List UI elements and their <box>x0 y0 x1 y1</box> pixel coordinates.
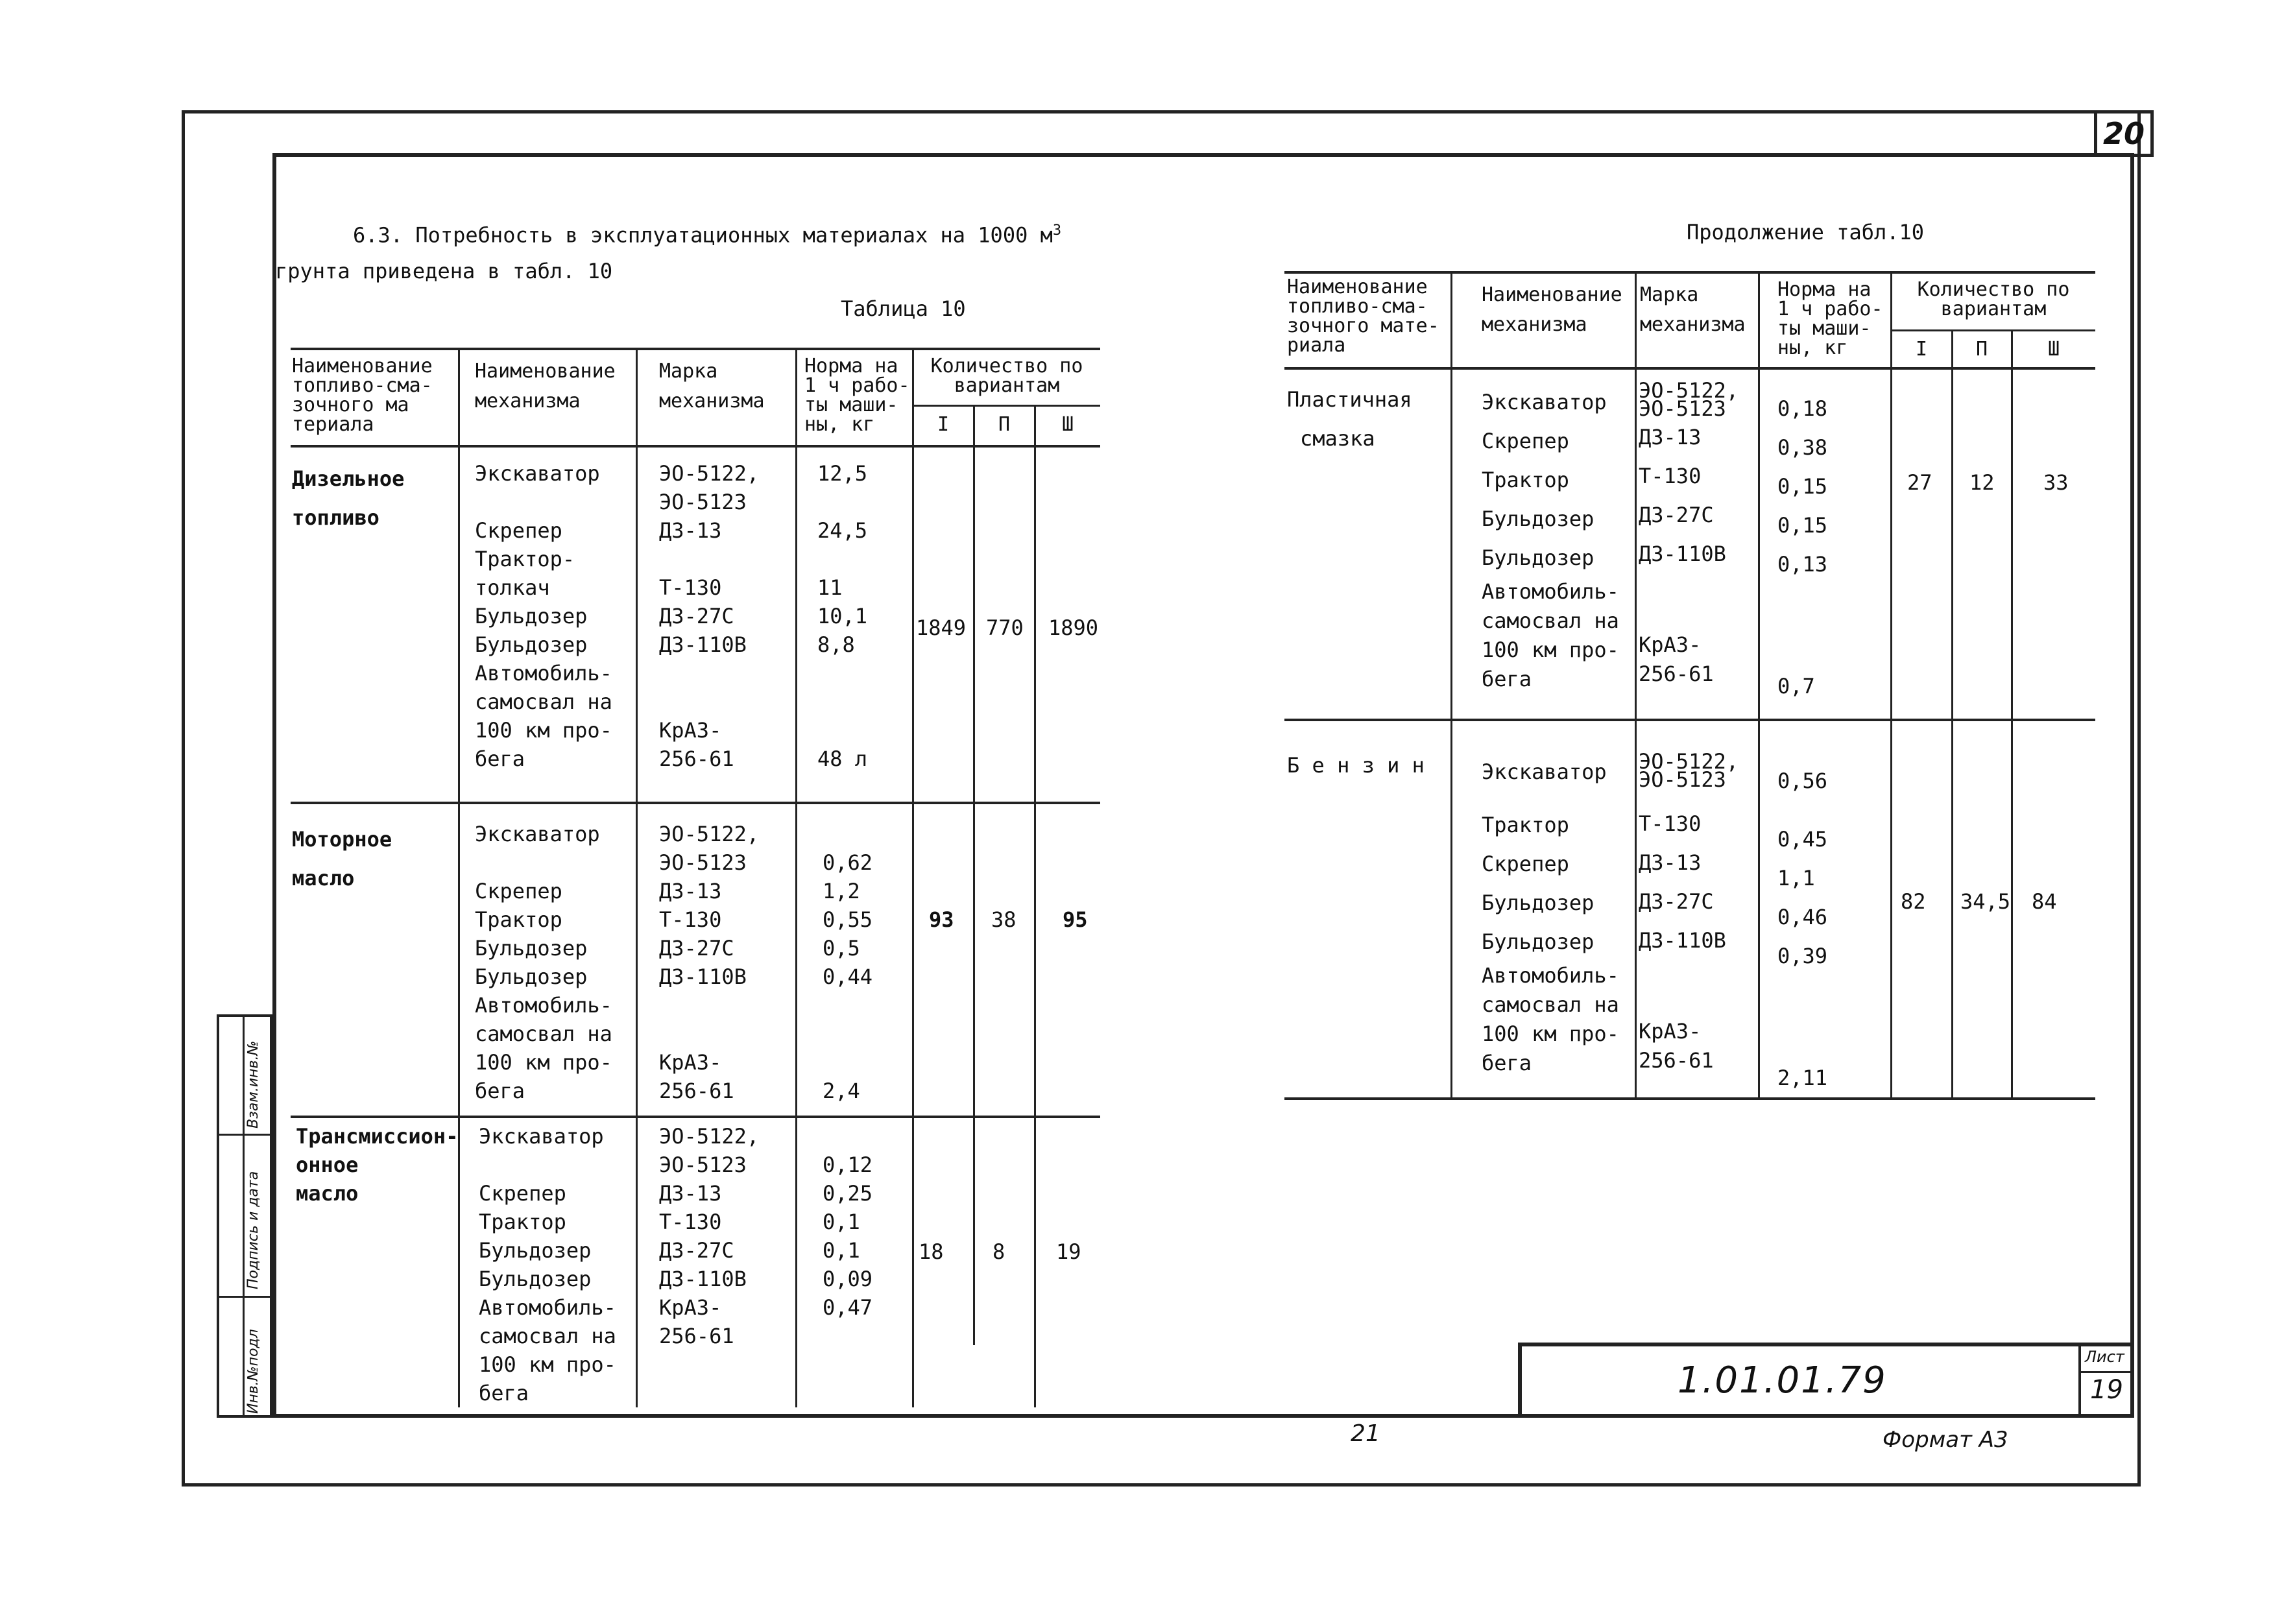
table-cell-text: ДЗ-13 <box>659 1181 722 1206</box>
table-rule <box>291 802 1100 804</box>
table-cell-text: 2,4 <box>823 1079 860 1103</box>
table-cell-text <box>817 545 867 573</box>
norms-motor-oil <box>823 820 872 1105</box>
table-cell-text <box>475 848 612 877</box>
norms-transmission-oil <box>823 1122 872 1322</box>
table-cell-text <box>659 687 759 716</box>
table-rule <box>1284 367 2095 370</box>
bottom-page-number: 21 <box>1351 1420 1380 1447</box>
table-cell-text <box>823 1048 872 1077</box>
table-rule <box>912 348 914 1407</box>
table-cell-text: 1 ч рабо- <box>1777 298 1883 320</box>
table-cell-text: Бульдозер <box>479 1238 592 1263</box>
q3-transmission-oil: 19 <box>1056 1239 1081 1264</box>
table-cell-text: 100 км про- <box>1482 1021 1619 1046</box>
table-cell-text: ЭО-5122, <box>1639 749 1739 774</box>
table-rule <box>1284 1097 2095 1100</box>
table-cell-text: ЭО-5123 <box>1639 767 1726 792</box>
table-cell-text: топливо-сма- <box>292 374 433 397</box>
table-cell-text <box>475 488 612 516</box>
table-cell-text <box>817 488 867 516</box>
header-material-right <box>1287 278 1439 355</box>
table-cell-text <box>823 820 872 848</box>
table-cell-text: риала <box>1287 334 1346 357</box>
table-cell-text: 0,13 <box>1777 552 1828 577</box>
header-brand-right <box>1640 280 1746 340</box>
table-cell-text: Трактор <box>475 907 562 932</box>
table-cell-text: ДЗ-27С <box>659 1238 734 1263</box>
header-mechanism <box>475 357 616 416</box>
material-gasoline: Б е н з и н <box>1287 753 1425 778</box>
table-cell-text: 0,47 <box>823 1295 873 1320</box>
table-cell-text: 0,15 <box>1777 474 1828 499</box>
brands-gasoline <box>1639 749 1739 1075</box>
table-cell-text <box>659 659 759 687</box>
table-cell-text: ты маши- <box>1777 317 1871 340</box>
table-cell-text: Бульдозер <box>1482 929 1594 954</box>
header-variant-2: П <box>998 413 1011 436</box>
table-cell-text: Автомобиль- <box>1482 579 1619 604</box>
header-material <box>292 357 433 435</box>
table-cell-text: ДЗ-13 <box>659 879 722 903</box>
table-cell-text: механизма <box>475 390 581 412</box>
table-cell-text: 2,11 <box>1777 1066 1828 1090</box>
header-variant-2-right: П <box>1975 338 1988 361</box>
table-cell-text: вариантам <box>1940 298 2047 320</box>
table-cell-text <box>659 991 759 1020</box>
table-cell-text: ЭО-5122, <box>659 822 760 846</box>
table-rule <box>2011 329 2013 1097</box>
table-cell-text: 0,44 <box>823 964 873 989</box>
q3-motor-oil: 95 <box>1063 907 1088 932</box>
table-rule <box>1890 329 2095 331</box>
header-variant-1-right: I <box>1915 338 1928 361</box>
material-motor-oil <box>292 820 392 898</box>
table-cell-text: ДЗ-27С <box>1639 503 1714 527</box>
table-cell-text: 0,09 <box>823 1267 873 1291</box>
norms-diesel <box>817 459 867 773</box>
table-cell-text: ДЗ-110В <box>1639 928 1726 953</box>
table-cell-text: КрАЗ- <box>1639 632 1702 657</box>
table-cell-text: Экскаватор <box>479 1124 604 1149</box>
table-cell-text: 256-61 <box>659 1324 734 1348</box>
header-norm <box>804 357 910 435</box>
table-cell-text: бега <box>475 1079 525 1103</box>
table-cell-text: Количество по <box>1917 278 2070 301</box>
document-code: 1.01.01.79 <box>1678 1359 1887 1402</box>
sidebar-label-signature-date: Подпись и дата <box>245 1171 261 1289</box>
table-cell-text: самосвал на <box>1482 608 1619 633</box>
header-mechanism-right <box>1482 280 1622 340</box>
q2-gasoline: 34,5 <box>1960 889 2011 914</box>
table-cell-text: 0,46 <box>1777 905 1828 929</box>
norms-grease <box>1777 389 1827 706</box>
sidebar-label-inv-original: Инв.№подл <box>245 1329 261 1414</box>
table-cell-text: 0,62 <box>823 850 873 875</box>
table-cell-text: ДЗ-110В <box>659 964 747 989</box>
table-cell-text: Экскаватор <box>475 461 600 486</box>
table-cell-text: 0,45 <box>1777 827 1828 852</box>
table-rule <box>636 348 638 1407</box>
table-cell-text: масло <box>292 866 355 890</box>
table-cell-text: 0,7 <box>1777 674 1815 699</box>
table-cell-text: Марка <box>659 360 718 383</box>
table-cell-text: 48 л <box>817 746 868 771</box>
q2-motor-oil: 38 <box>991 907 1017 932</box>
table-cell-text: 8,8 <box>817 632 855 657</box>
title-block <box>1518 1343 2134 1418</box>
table-cell-text: ДЗ-13 <box>1639 425 1702 449</box>
sheet-number: 19 <box>2090 1375 2123 1405</box>
table-cell-text <box>823 991 872 1020</box>
table-cell-text: Автомобиль- <box>475 661 612 686</box>
table-cell-text: 0,12 <box>823 1152 873 1177</box>
table-cell-text: Марка <box>1640 283 1699 306</box>
material-diesel <box>292 459 404 537</box>
table-cell-text: ДЗ-110В <box>659 1267 747 1291</box>
table-cell-text: КрАЗ- <box>1639 1019 1702 1044</box>
table-cell-text <box>659 1020 759 1048</box>
table-cell-text: Количество по <box>930 355 1083 377</box>
table-cell-text: ЭО-5123 <box>659 1152 747 1177</box>
norms-gasoline <box>1777 761 1827 1097</box>
table-cell-text: 0,39 <box>1777 944 1828 968</box>
table-cell-text: ДЗ-13 <box>659 518 722 543</box>
table-cell-text: 0,1 <box>823 1238 860 1263</box>
table-caption: Таблица 10 <box>841 296 966 321</box>
table-cell-text: Бульдозер <box>1482 545 1594 570</box>
table-cell-text: Скрепер <box>475 879 562 903</box>
sidebar-label-replaced-inv: Взам.инв.№ <box>245 1040 261 1128</box>
table-cell-text: Скрепер <box>1482 852 1569 876</box>
table-rule <box>912 405 1100 407</box>
table-cell-text: топливо <box>292 505 379 530</box>
table-cell-text: ДЗ-27С <box>659 604 734 628</box>
table-cell-text: 0,56 <box>1777 769 1828 793</box>
table-cell-text: 1,2 <box>823 879 860 903</box>
table-cell-text: 0,38 <box>1777 435 1828 460</box>
table-rule <box>795 348 797 1407</box>
table-cell-text: КрАЗ- <box>659 1050 722 1075</box>
table-cell-text: Экскаватор <box>475 822 600 846</box>
header-norm-right <box>1777 280 1883 358</box>
table-cell-text: 256-61 <box>1639 662 1714 686</box>
table-rule <box>1890 271 1892 1097</box>
header-variant-1: I <box>937 413 950 436</box>
table-cell-text <box>817 659 867 687</box>
table-cell-text: Трактор <box>1482 468 1569 492</box>
header-quantity-right <box>1892 280 2095 319</box>
table-cell-text: 0,15 <box>1777 513 1828 538</box>
table-cell-text: 12,5 <box>817 461 868 486</box>
table-cell-text: зочного мате- <box>1287 315 1439 337</box>
table-cell-text: самосвал на <box>1482 992 1619 1017</box>
table-cell-text: механизма <box>1640 313 1746 336</box>
table-cell-text: Наименование <box>292 355 433 377</box>
table-cell-text: Скрепер <box>475 518 562 543</box>
table-rule <box>1758 271 1760 1097</box>
header-brand <box>659 357 765 416</box>
table-cell-text: ДЗ-13 <box>1639 850 1702 875</box>
table-cell-text: ны, кг <box>1777 337 1848 359</box>
table-rule <box>291 1116 1100 1118</box>
table-cell-text: бега <box>479 1381 529 1405</box>
header-quantity <box>913 357 1100 396</box>
table-rule <box>1284 271 2095 274</box>
table-cell-text: бега <box>475 746 525 771</box>
table-cell-text: 0,55 <box>823 907 873 932</box>
mechanisms-transmission-oil <box>479 1122 616 1407</box>
format-label: Формат А3 <box>1883 1427 2008 1453</box>
table-cell-text: Бульдозер <box>1482 890 1594 915</box>
material-transmission-oil <box>296 1122 458 1208</box>
table-cell-text: Бульдозер <box>475 632 588 657</box>
table-cell-text: Бульдозер <box>475 936 588 961</box>
table-cell-text: Дизельное <box>292 466 405 491</box>
sheet-top-number: 20 <box>2094 110 2154 157</box>
table-cell-text <box>659 545 759 573</box>
table-cell-text: Норма на <box>1777 278 1871 301</box>
table-cell-text: ДЗ-27С <box>659 936 734 961</box>
continuation-caption: Продолжение табл.10 <box>1687 220 1925 245</box>
table-cell-text: Трактор <box>1482 813 1569 837</box>
mechanisms-diesel <box>475 459 612 773</box>
q3-diesel: 1890 <box>1048 615 1099 640</box>
table-cell-text: 256-61 <box>659 1079 734 1103</box>
q2-transmission-oil: 8 <box>993 1239 1005 1264</box>
table-cell-text: Наименование <box>475 360 616 383</box>
brands-motor-oil <box>659 820 759 1105</box>
table-cell-text: Бульдозер <box>479 1267 592 1291</box>
table-cell-text: 10,1 <box>817 604 868 628</box>
table-cell-text: бега <box>1482 1051 1532 1075</box>
table-cell-text: Наименование <box>1482 283 1622 306</box>
table-cell-text: 256-61 <box>1639 1048 1714 1073</box>
table-cell-text: ЭО-5123 <box>659 850 747 875</box>
mechanisms-motor-oil <box>475 820 612 1105</box>
table-cell-text: топливо-сма- <box>1287 295 1428 318</box>
table-cell-text: 100 км про- <box>475 718 612 743</box>
table-cell-text: 1 ч рабо- <box>804 374 910 397</box>
table-rule <box>291 445 1100 448</box>
table-cell-text: Пластичная <box>1287 387 1412 412</box>
q1-transmission-oil: 18 <box>919 1239 944 1264</box>
table-cell-text: Экскаватор <box>1482 759 1607 784</box>
table-cell-text: Наименование <box>1287 276 1428 298</box>
q3-gasoline: 84 <box>2032 889 2057 914</box>
table-cell-text: КрАЗ- <box>659 718 722 743</box>
sheet-label: Лист <box>2085 1348 2124 1366</box>
table-cell-text: 11 <box>817 575 843 600</box>
intro-line-2: грунта приведена в табл. 10 <box>275 259 613 283</box>
table-cell-text: онное <box>296 1152 359 1177</box>
table-cell-text: бега <box>1482 667 1532 691</box>
table-cell-text: Автомобиль- <box>1482 963 1619 988</box>
header-variant-3: Ш <box>1061 413 1074 436</box>
material-grease <box>1287 380 1412 458</box>
table-rule <box>1034 405 1036 1407</box>
table-cell-text: ДЗ-110В <box>1639 542 1726 566</box>
table-cell-text: Скрепер <box>479 1181 566 1206</box>
table-cell-text: 0,5 <box>823 936 860 961</box>
table-cell-text: 256-61 <box>659 746 734 771</box>
table-cell-text: ЭО-5123 <box>659 490 747 514</box>
table-cell-text: Автомобиль- <box>479 1295 616 1320</box>
table-cell-text: ДЗ-110В <box>659 632 747 657</box>
table-cell-text: смазка <box>1300 426 1375 451</box>
table-cell-text: Автомобиль- <box>475 993 612 1018</box>
table-cell-text: зочного ма <box>292 394 409 416</box>
brands-transmission-oil <box>659 1122 759 1350</box>
table-cell-text: ЭО-5122, <box>659 461 760 486</box>
table-cell-text: 0,25 <box>823 1181 873 1206</box>
table-rule <box>291 348 1100 350</box>
table-cell-text: Экскаватор <box>1482 390 1607 414</box>
table-cell-text: толкач <box>475 575 550 600</box>
table-cell-text: механизма <box>1482 313 1587 336</box>
table-cell-text <box>823 1020 872 1048</box>
table-cell-text: Т-130 <box>1639 811 1702 836</box>
table-cell-text: масло <box>296 1181 359 1206</box>
table-cell-text <box>817 716 867 745</box>
q1-gasoline: 82 <box>1901 889 1926 914</box>
table-cell-text: 100 км про- <box>479 1352 616 1377</box>
table-rule <box>1450 271 1452 1097</box>
table-cell-text: Т-130 <box>659 1210 722 1234</box>
table-cell-text: Моторное <box>292 827 392 852</box>
table-cell-text: Бульдозер <box>475 964 588 989</box>
table-cell-text: Норма на <box>804 355 898 377</box>
table-cell-text <box>823 1122 872 1151</box>
table-cell-text: Т-130 <box>659 907 722 932</box>
table-cell-text: Бульдозер <box>475 604 588 628</box>
table-rule <box>1951 329 1953 1097</box>
table-cell-text: 100 км про- <box>475 1050 612 1075</box>
table-cell-text: ЭО-5122, <box>1639 378 1739 403</box>
table-rule <box>1635 271 1637 1097</box>
table-cell-text: КрАЗ- <box>659 1295 722 1320</box>
table-cell-text: ты маши- <box>804 394 898 416</box>
table-cell-text: 0,18 <box>1777 396 1828 421</box>
table-cell-text: вариантам <box>954 374 1060 397</box>
table-cell-text: Т-130 <box>1639 464 1702 488</box>
table-cell-text: 0,1 <box>823 1210 860 1234</box>
mechanisms-gasoline <box>1482 752 1619 1078</box>
table-cell-text <box>479 1151 616 1179</box>
table-cell-text: самосвал на <box>475 689 612 714</box>
q1-motor-oil: 93 <box>929 907 954 932</box>
table-cell-text: самосвал на <box>475 1021 612 1046</box>
table-cell-text: 1,1 <box>1777 866 1815 890</box>
table-rule <box>458 348 460 1407</box>
table-cell-text <box>817 687 867 716</box>
table-cell-text: 100 км про- <box>1482 638 1619 662</box>
brands-diesel <box>659 459 759 773</box>
mechanisms-grease <box>1482 383 1619 694</box>
table-cell-text: териала <box>292 413 374 436</box>
q2-grease: 12 <box>1969 470 1995 495</box>
table-cell-text: Бульдозер <box>1482 507 1594 531</box>
table-cell-text: механизма <box>659 390 765 412</box>
approval-sidebar <box>217 1014 272 1418</box>
q1-grease: 27 <box>1907 470 1932 495</box>
header-variant-3-right: Ш <box>2047 338 2060 361</box>
table-cell-text: ЭО-5122, <box>659 1124 760 1149</box>
table-cell-text: Трансмиссион- <box>296 1124 459 1149</box>
table-rule <box>1284 719 2095 721</box>
table-cell-text: самосвал на <box>479 1324 616 1348</box>
brands-grease <box>1639 378 1739 689</box>
table-cell-text: ны, кг <box>804 413 875 436</box>
table-cell-text: Т-130 <box>659 575 722 600</box>
table-cell-text: 6.3. Потребность в эксплуатационных материалах на 1000 м <box>353 222 1053 248</box>
table-cell-text: Скрепер <box>1482 429 1569 453</box>
table-cell-text: Трактор <box>479 1210 566 1234</box>
intro-line-1 <box>353 217 1061 250</box>
table-cell-text: Трактор- <box>475 547 575 571</box>
q1-diesel: 1849 <box>916 615 967 640</box>
table-cell-text: ДЗ-27С <box>1639 889 1714 914</box>
table-cell-text: 24,5 <box>817 518 868 543</box>
table-rule <box>973 405 975 1345</box>
table-cell-text: ЭО-5123 <box>1639 396 1726 421</box>
table-cell-text: 3 <box>1052 222 1062 239</box>
q2-diesel: 770 <box>986 615 1024 640</box>
q3-grease: 33 <box>2043 470 2069 495</box>
